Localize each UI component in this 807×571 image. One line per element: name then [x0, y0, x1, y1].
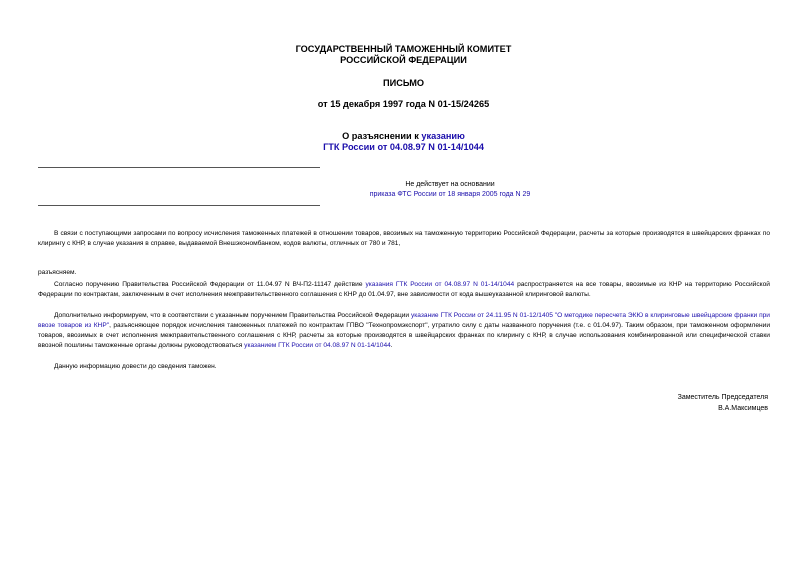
document-date-number: от 15 декабря 1997 года N 01-15/24265 — [317, 99, 490, 109]
document-subject-line-2 — [0, 142, 807, 153]
paragraph-2 — [38, 268, 770, 278]
signature-name: В.А.Максимцев — [718, 405, 768, 412]
paragraph-3-link[interactable]: указания ГТК России от 04.08.97 N 01-14/1044 — [365, 281, 515, 288]
subject-prefix: О разъяснении к — [342, 131, 422, 141]
signature-title: Заместитель Председателя — [677, 394, 768, 401]
paragraph-1 — [38, 229, 770, 249]
document-subject-line-1 — [0, 131, 807, 142]
paragraph-5 — [38, 362, 770, 372]
paragraph-4-text-c: . — [390, 342, 393, 349]
paragraph-4-text-a: Дополнительно информируем, что в соответствии с указанным поручением Правительства Российской Федерации — [54, 312, 411, 319]
divider-top — [38, 167, 320, 168]
paragraph-4 — [38, 311, 770, 351]
paragraph-4-link-1[interactable]: указание ГТК России от 24.11.95 N 01-12/1405 "О методике пересчета ЭКЮ в клиринговые швейцарские франки при ввозе товаров из КНР" — [38, 312, 770, 329]
issuer-line-2: РОССИЙСКОЙ ФЕДЕРАЦИИ — [340, 55, 467, 65]
paragraph-1-text: В связи с поступающими запросами по вопросу исчисления таможенных платежей в отношении товаров, ввозимых на таможенную территорию Российской Федерации, расчеты за которые производятся в швейцарских франках по клирингу с КНР, в случае указания в справке, выдаваемой Внешэкономбанком, кодов валюты, отличных от 780 и 781, — [38, 230, 770, 247]
paragraph-3-text-b: распространяется на все товары, ввозимые из КНР на территорию Российской Федерации по контрактам, заключенным в счет исполнения межправительственного соглашения с КНР до 01.04.97, вне зависимости от кода вышеуказанной клиринговой валюты. — [38, 281, 770, 298]
status-notice-line — [300, 190, 600, 200]
subject-link-part-1[interactable]: указанию — [421, 131, 465, 141]
paragraph-5-text: Данную информацию довести до сведения таможен. — [54, 363, 217, 370]
status-notice-text: Не действует на основании — [405, 181, 495, 188]
document-type: ПИСЬМО — [382, 78, 425, 88]
paragraph-3-text-a: Согласно поручению Правительства Российской Федерации от 11.04.97 N ВЧ-П2-11147 действие — [54, 281, 366, 288]
paragraph-2-text: разъясняем. — [38, 269, 77, 276]
paragraph-4-text-b: , разъясняющее порядок исчисления таможенных платежей по контрактам ГПВО "Технопромэкспорт", утратило силу с даты названного поручения (т.е. с 01.04.97). Таким образом, при таможенном оформлении товаров, ввозимых в счет исполнения межправительственного соглашения с КНР, расчеты за которые производятся в швейцарских франках по клирингу с КНР, в случае использования комбинированной или специфической ставки ввозной пошлины таможенные органы должны руководствоваться — [38, 322, 770, 349]
paragraph-3 — [38, 280, 770, 300]
paragraph-4-link-2[interactable]: указанием ГТК России от 04.08.97 N 01-14/1044 — [244, 342, 391, 349]
status-notice-link[interactable]: приказа ФТС России от 18 января 2005 года N 29 — [369, 191, 531, 198]
divider-bottom — [38, 205, 320, 206]
issuer-line-1: ГОСУДАРСТВЕННЫЙ ТАМОЖЕННЫЙ КОМИТЕТ — [295, 44, 512, 54]
subject-link-part-2[interactable]: ГТК России от 04.08.97 N 01-14/1044 — [323, 142, 484, 152]
